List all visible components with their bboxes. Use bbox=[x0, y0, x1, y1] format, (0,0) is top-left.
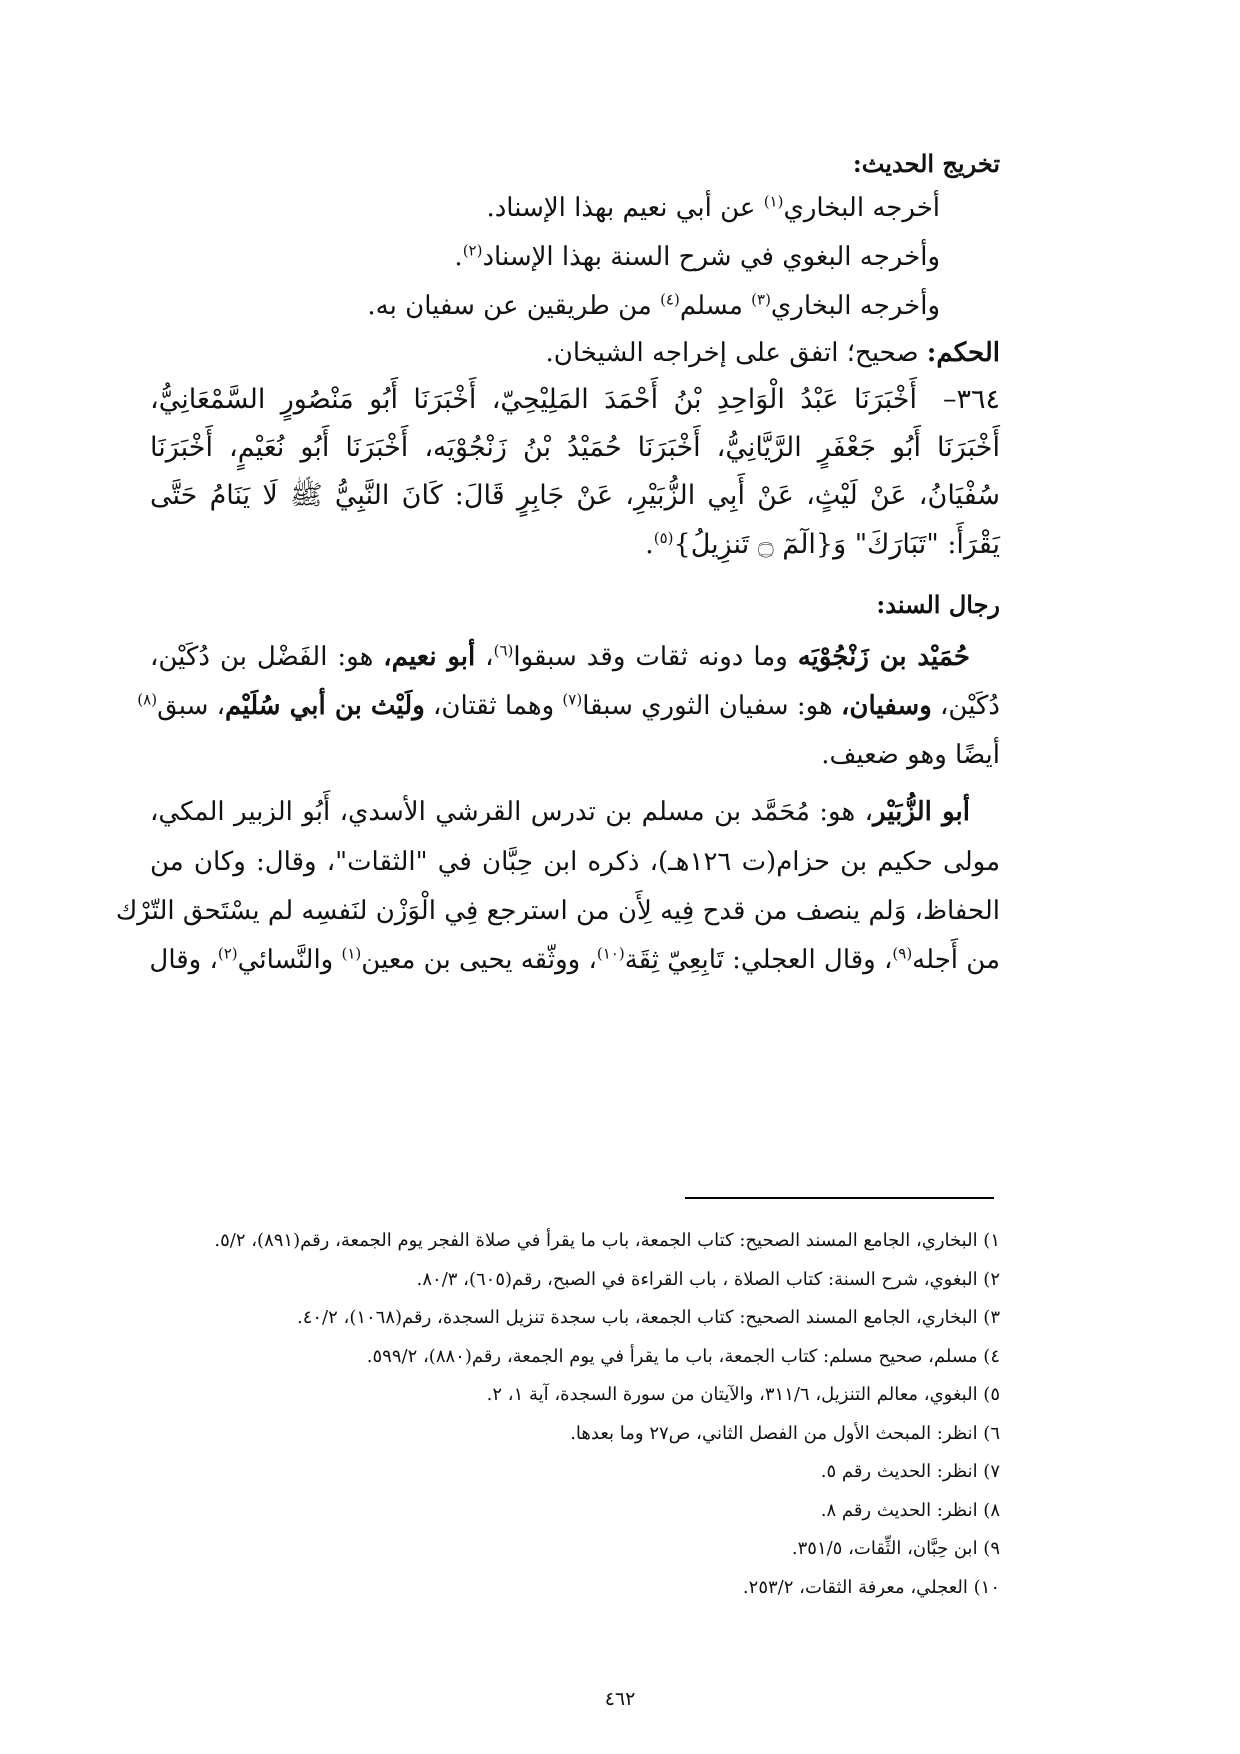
footnotes bbox=[100, 1222, 1000, 1607]
ruling-text: صحيح؛ اتفق على إخراجه الشيخان. bbox=[545, 338, 927, 369]
rijal-text: ، bbox=[475, 641, 494, 672]
footnote-item: ١) البخاري، الجامع المسند الصحيح: كتاب الجمعة، باب ما يقرأ في صلاة الفجر يوم الجمعة، رقم(٨٩١)، ٥/٢. bbox=[214, 1230, 1000, 1251]
rijal-text: ، ووثّقه يحيى بن معين bbox=[361, 945, 597, 976]
hadith-line-2: أَخْبَرَنَا أَبُو جَعْفَرٍ الرَّيَّانِيُّ، أَخْبَرَنَا حُمَيْدُ بْنُ زَنْجُوْيَه، أَخْبَرَنَا أَبُو نُعَيْمٍ، أَخْبَرَنَا bbox=[150, 431, 1000, 463]
narrator-name: أبو الزُّبَيْر bbox=[872, 797, 970, 828]
footnote-item: ٢) البغوي، شرح السنة: كتاب الصلاة ، باب القراءة في الصبح، رقم(٦٠٥)، ٨٠/٣. bbox=[416, 1268, 1000, 1290]
section-heading-rijal: رجال السند: bbox=[876, 590, 1000, 620]
hadith-line-1 bbox=[150, 384, 1000, 416]
takhrij-line-1 bbox=[150, 193, 1000, 224]
footnote-item: ٤) مسلم، صحيح مسلم: كتاب الجمعة، باب ما يقرأ في يوم الجمعة، رقم(٨٨٠)، ٥٩٩/٢. bbox=[366, 1345, 1000, 1367]
rijal-text: دُكَيْن، bbox=[931, 691, 1000, 722]
footnote-ref[interactable]: (٥) bbox=[653, 528, 674, 547]
rijal-text: من أَجله bbox=[912, 945, 1000, 976]
rijal-p2-line-3: الحفاظ، وَلم ينصف من قدح فِيه لِأَن من استرجع فِي الْوَزْن لنَفسِه لم يسْتَحق التّرْك bbox=[115, 895, 1000, 926]
hadith-line-4 bbox=[150, 529, 1000, 561]
takhrij-line-2 bbox=[150, 242, 1000, 273]
rijal-text: هو: سفيان الثوري سبقا bbox=[582, 691, 841, 722]
hadith-text: يَقْرَأَ: "تَبَارَكَ" وَ{الٓمٓ ۝ تَنزِيلُ} bbox=[673, 528, 1000, 560]
footnote-ref[interactable]: (٨) bbox=[137, 690, 158, 709]
narrator-name: ولَيْث بن أبي سُلَيْم bbox=[225, 691, 425, 722]
footnote-ref[interactable]: (٣) bbox=[751, 290, 771, 309]
rijal-text: وهما ثقتان، bbox=[424, 691, 563, 722]
ruling-line bbox=[150, 338, 1000, 369]
ruling-label: الحكم: bbox=[926, 338, 1000, 369]
takhrij-text: عن أبي نعيم بهذا الإسناد. bbox=[486, 192, 764, 223]
footnote-ref[interactable]: (٢) bbox=[462, 241, 483, 260]
rijal-text: ، وقال العجلي: تَابِعِيّ ثِقَة bbox=[624, 945, 893, 976]
footnote-item: ٦) انظر: المبحث الأول من الفصل الثاني، ص٢٧ وما بعدها. bbox=[570, 1422, 1000, 1444]
main-text bbox=[115, 149, 1000, 976]
footnote-item: ٣) البخاري، الجامع المسند الصحيح: كتاب الجمعة، باب سجدة تنزيل السجدة، رقم(١٠٦٨)، ٤٠/٢. bbox=[296, 1307, 1000, 1328]
rijal-text: ، وقال bbox=[149, 945, 218, 976]
footnote-ref[interactable]: (١) bbox=[763, 192, 784, 211]
takhrij-text: من طريقين عن سفيان به. bbox=[367, 291, 661, 322]
page-number: ٤٦٢ bbox=[604, 1688, 636, 1710]
rijal-text: ، سبق bbox=[157, 691, 226, 722]
hadith-number: ٣٦٤– bbox=[942, 383, 1000, 415]
rijal-text: والنَّسائي bbox=[237, 945, 342, 976]
footnote-ref[interactable]: (٦) bbox=[493, 641, 514, 660]
footnote-item: ٧) انظر: الحديث رقم ٥. bbox=[820, 1461, 1000, 1482]
footnote-ref[interactable]: (٩) bbox=[892, 944, 913, 963]
footnote-item: ٨) انظر: الحديث رقم ٨. bbox=[820, 1499, 1000, 1521]
footnote-ref[interactable]: (٧) bbox=[562, 690, 583, 709]
rijal-text: ، هو: مُحَمَّد بن مسلم بن تدرس القرشي الأسدي، أَبُو الزبير المكي، bbox=[150, 797, 873, 828]
footnote-ref[interactable]: (١) bbox=[341, 944, 362, 963]
footnote-ref[interactable]: (٢) bbox=[217, 944, 238, 963]
rijal-text: هو: الفَضْل بن دُكَيْن، bbox=[150, 641, 384, 672]
rijal-p1-line-1 bbox=[150, 642, 1000, 673]
takhrij-line-3 bbox=[150, 291, 1000, 322]
rijal-p1-line-2 bbox=[137, 690, 1000, 722]
narrator-name: حُمَيْد بن زَنْجُوْيَه bbox=[797, 641, 970, 672]
footnote-divider bbox=[685, 1197, 994, 1199]
takhrij-text: أخرجه البخاري bbox=[783, 192, 940, 223]
hadith-text: . bbox=[645, 528, 654, 560]
rijal-p2-line-2: مولى حكيم بن حزام(ت ١٢٦هـ)، ذكره ابن حِبَّان في "الثقات"، وقال: وكان من bbox=[150, 846, 1000, 877]
footnote-item: ٩) ابن حِبَّان، الثِّقات، ٣٥١/٥. bbox=[791, 1538, 1000, 1559]
footnote-item: ١٠) العجلي، معرفة الثقات، ٢٥٣/٢. bbox=[742, 1576, 1000, 1598]
takhrij-text: وأخرجه البغوي في شرح السنة بهذا الإسناد bbox=[482, 241, 940, 272]
narrator-name: وسفيان، bbox=[841, 691, 932, 722]
rijal-text: وما دونه ثقات وقد سبقوا bbox=[513, 641, 798, 672]
hadith-text: أَخْبَرَنَا عَبْدُ الْوَاحِدِ بْنُ أَحْمَدَ المَلِيْحِيّ، أَخْبَرَنَا أَبُو مَنْصُورٍ السَّمْعَانِيُّ، bbox=[150, 383, 917, 415]
footnote-ref[interactable]: (١٠) bbox=[596, 944, 625, 963]
takhrij-text: وأخرجه البخاري bbox=[770, 291, 940, 322]
section-heading-takhrij: تخريج الحديث: bbox=[852, 149, 1000, 178]
hadith-line-3: سُفْيَانُ، عَنْ لَيْثٍ، عَنْ أَبِي الزُّبَيْرِ، عَنْ جَابِرٍ قَالَ: كَانَ النَّبِيُّ ﷺ لَا يَنَامُ حَتَّى bbox=[150, 480, 1000, 512]
rijal-p2-line-4 bbox=[150, 945, 1000, 976]
footnote-ref[interactable]: (٤) bbox=[660, 290, 680, 309]
rijal-p2-line-1 bbox=[150, 797, 1000, 828]
narrator-name: أبو نعيم، bbox=[383, 641, 476, 672]
takhrij-text: مسلم bbox=[679, 291, 752, 322]
footnote-item: ٥) البغوي، معالم التنزيل، ٣١١/٦، والآيتان من سورة السجدة، آية ١، ٢. bbox=[486, 1384, 1000, 1405]
takhrij-text: . bbox=[454, 241, 463, 272]
rijal-p1-line-3: أيضًا وهو ضعيف. bbox=[821, 740, 1000, 771]
